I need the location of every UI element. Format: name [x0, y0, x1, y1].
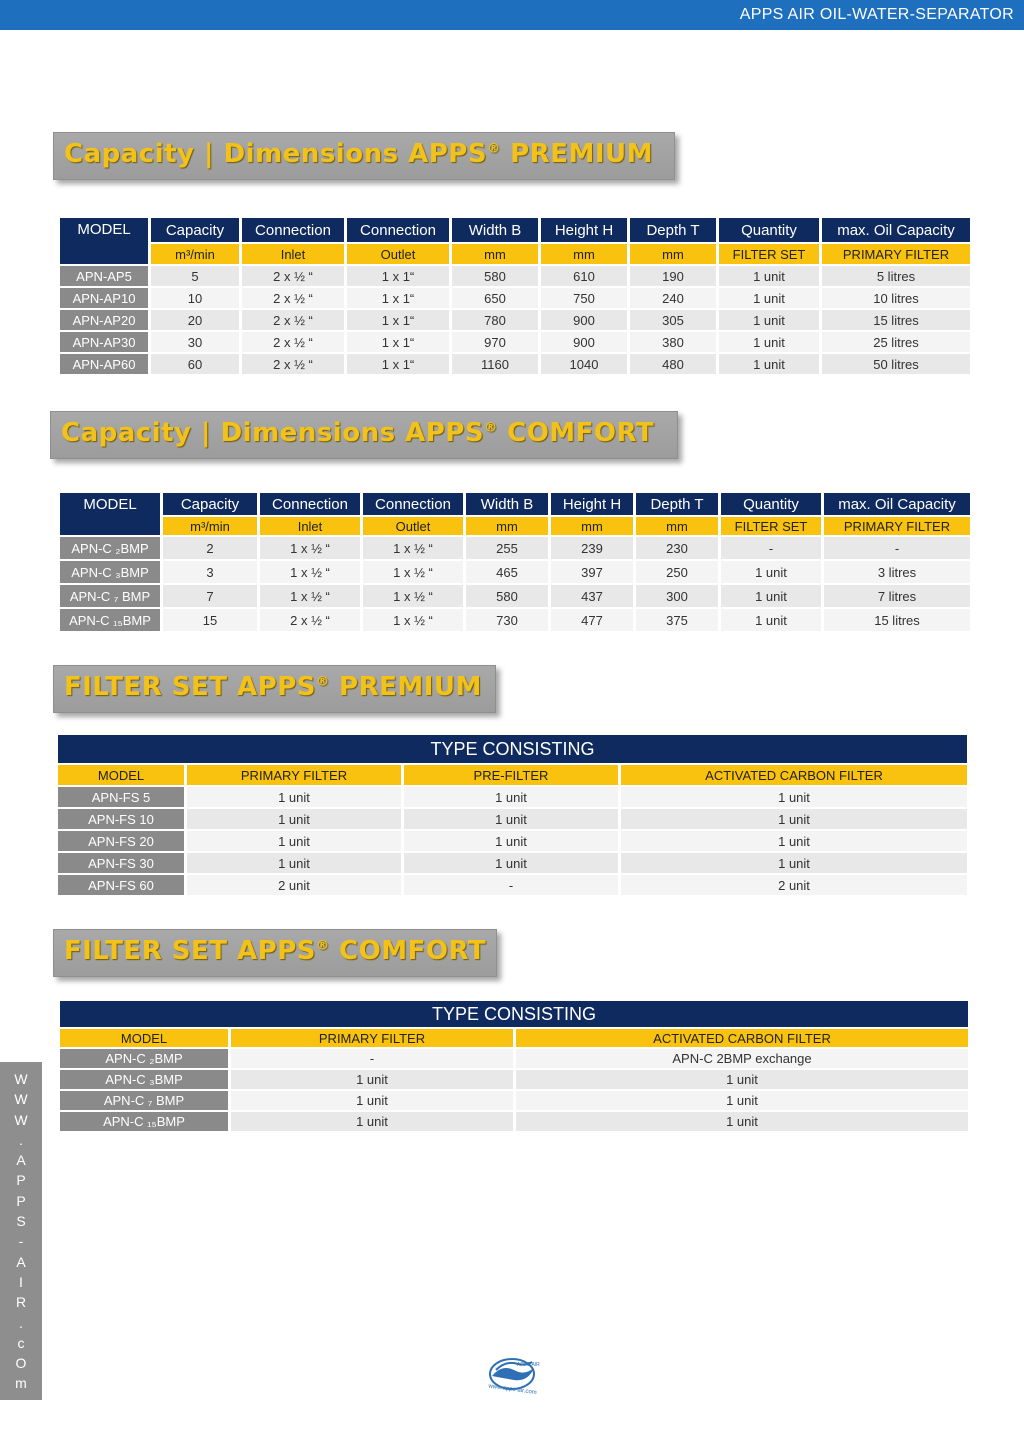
table-cell: 780 — [452, 310, 538, 330]
header-cell: PRE-FILTER — [404, 765, 618, 785]
registered-mark: ® — [484, 420, 498, 436]
header-cell: Quantity — [719, 218, 819, 242]
table-cell: 1 unit — [187, 831, 401, 851]
sidebar-char: P — [16, 1172, 26, 1189]
header-cell: MODEL — [60, 1029, 228, 1047]
table-cell: 1 unit — [719, 288, 819, 308]
table-cell: 380 — [630, 332, 716, 352]
header-cell: Connection — [242, 218, 344, 242]
table-cell: 900 — [541, 310, 627, 330]
sidebar-char: W — [14, 1071, 28, 1087]
table-cell: 1 unit — [404, 787, 618, 807]
table-row — [58, 809, 967, 829]
table-cell: 1 x 1“ — [347, 354, 449, 374]
model-cell: APN-AP30 — [60, 332, 148, 352]
header-cell: Depth T — [630, 218, 716, 242]
table-cell: 15 litres — [822, 310, 970, 330]
premium-dimensions-table — [57, 216, 973, 376]
table-row — [60, 1091, 968, 1110]
table-cell: 3 — [163, 561, 257, 583]
unit-cell: Inlet — [242, 244, 344, 264]
table-row — [58, 831, 967, 851]
model-cell: APN-C ₇ BMP — [60, 585, 160, 607]
table-cell: 240 — [630, 288, 716, 308]
table-cell: 7 litres — [824, 585, 970, 607]
table-cell: 190 — [630, 266, 716, 286]
table-row — [60, 288, 970, 308]
table-cell: 1 unit — [721, 561, 821, 583]
model-cell: APN-AP60 — [60, 354, 148, 374]
header-cell: Width B — [452, 218, 538, 242]
model-cell: APN-C ₁₅BMP — [60, 1112, 228, 1131]
table-top-header-row — [58, 735, 967, 763]
table-cell: 1040 — [541, 354, 627, 374]
table-cell: 1 unit — [721, 609, 821, 631]
unit-cell: PRIMARY FILTER — [822, 244, 970, 264]
sidebar-char: . — [19, 1314, 23, 1331]
unit-cell: FILTER SET — [721, 517, 821, 535]
header-cell: Connection — [260, 493, 360, 515]
filter-set-comfort-table — [57, 999, 971, 1133]
sidebar-char: P — [16, 1192, 26, 1209]
unit-cell: mm — [452, 244, 538, 264]
sidebar-char: O — [15, 1355, 27, 1372]
table-cell: - — [404, 875, 618, 895]
unit-cell: mm — [636, 517, 718, 535]
model-cell: APN-FS 60 — [58, 875, 184, 895]
table-cell: 1 unit — [719, 354, 819, 374]
table-cell: 230 — [636, 537, 718, 559]
table-cell: 255 — [466, 537, 548, 559]
filter-set-premium-table — [55, 733, 970, 897]
registered-mark: ® — [487, 141, 501, 157]
table-cell: 1 unit — [231, 1070, 513, 1089]
unit-cell: mm — [551, 517, 633, 535]
table-cell: 1 x ½ “ — [363, 537, 463, 559]
table-cell: 580 — [452, 266, 538, 286]
table-cell: 10 litres — [822, 288, 970, 308]
header-cell: MODEL — [58, 765, 184, 785]
model-cell: APN-C ₃BMP — [60, 1070, 228, 1089]
table-cell: 1 unit — [516, 1112, 968, 1131]
table-cell: 1 unit — [404, 809, 618, 829]
model-cell: APN-C ₂BMP — [60, 1049, 228, 1068]
table-cell: 1 x ½ “ — [363, 609, 463, 631]
header-cell: max. Oil Capacity — [824, 493, 970, 515]
table-cell: 1 x 1“ — [347, 288, 449, 308]
sidebar-char: W — [14, 1111, 28, 1128]
table-row — [60, 561, 970, 583]
table-cell: - — [824, 537, 970, 559]
table-row — [60, 1049, 968, 1068]
section-title-text: FILTER SET APPS — [64, 936, 316, 966]
table-top-header-row — [60, 1001, 968, 1027]
table-row — [58, 787, 967, 807]
table-cell: 1 x ½ “ — [260, 537, 360, 559]
table-cell: 15 litres — [824, 609, 970, 631]
table-cell: 1 unit — [404, 853, 618, 873]
header-cell: ACTIVATED CARBON FILTER — [621, 765, 967, 785]
table-cell: 375 — [636, 609, 718, 631]
table-row — [60, 332, 970, 352]
header-cell: Connection — [363, 493, 463, 515]
header-cell: Width B — [466, 493, 548, 515]
unit-cell: mm — [466, 517, 548, 535]
section-title-filter-comfort — [53, 929, 497, 977]
registered-mark: ® — [316, 938, 330, 954]
table-cell: 1 unit — [516, 1091, 968, 1110]
table-cell: 1 x 1“ — [347, 266, 449, 286]
table-cell: 2 unit — [187, 875, 401, 895]
table-cell: 2 x ½ “ — [242, 354, 344, 374]
table-cell: 1 x ½ “ — [363, 561, 463, 583]
table-cell: 2 x ½ “ — [260, 609, 360, 631]
unit-cell: PRIMARY FILTER — [824, 517, 970, 535]
unit-cell: Inlet — [260, 517, 360, 535]
document-title: APPS AIR OIL-WATER-SEPARATOR — [739, 6, 1014, 23]
table-cell: 1 unit — [231, 1091, 513, 1110]
header-cell: Height H — [551, 493, 633, 515]
section-title-text: Capacity | Dimensions APPS — [61, 418, 485, 448]
table-cell: 30 — [151, 332, 239, 352]
model-cell: APN-C ₃BMP — [60, 561, 160, 583]
unit-cell: FILTER SET — [719, 244, 819, 264]
apps-air-logo — [484, 1354, 544, 1396]
unit-cell: mm — [630, 244, 716, 264]
table-cell: 7 — [163, 585, 257, 607]
unit-cell: m³/min — [151, 244, 239, 264]
table-cell: 1 unit — [719, 310, 819, 330]
registered-mark: ® — [316, 674, 330, 690]
section-title-premium-dimensions — [53, 132, 675, 180]
table-row — [60, 266, 970, 286]
table-cell: 1 x 1“ — [347, 332, 449, 352]
top-banner — [0, 0, 1024, 30]
header-cell: max. Oil Capacity — [822, 218, 970, 242]
table-cell: 650 — [452, 288, 538, 308]
header-cell: Capacity — [163, 493, 257, 515]
sidebar-char: A — [16, 1253, 26, 1270]
table-cell: 1 unit — [187, 809, 401, 829]
table-cell: 1 x ½ “ — [260, 585, 360, 607]
sidebar-char: W — [14, 1091, 28, 1108]
table-cell: 3 litres — [824, 561, 970, 583]
sidebar-char: c — [17, 1334, 25, 1351]
table-header-row — [60, 1029, 968, 1047]
section-title-tail: COMFORT — [497, 418, 655, 448]
model-cell: APN-C ₂BMP — [60, 537, 160, 559]
table-header-row — [60, 218, 970, 242]
table-cell: 5 — [151, 266, 239, 286]
table-header-row — [58, 765, 967, 785]
table-cell: 2 x ½ “ — [242, 310, 344, 330]
table-cell: - — [721, 537, 821, 559]
logo-url: www.apps-air.com — [487, 1383, 538, 1396]
table-cell: 2 unit — [621, 875, 967, 895]
table-cell: 1 x ½ “ — [260, 561, 360, 583]
table-cell: 1 unit — [231, 1112, 513, 1131]
table-row — [60, 310, 970, 330]
table-cell: 610 — [541, 266, 627, 286]
table-cell: 477 — [551, 609, 633, 631]
table-row — [58, 853, 967, 873]
unit-cell: mm — [541, 244, 627, 264]
model-cell: APN-AP5 — [60, 266, 148, 286]
table-cell: 239 — [551, 537, 633, 559]
model-cell: APN-FS 30 — [58, 853, 184, 873]
table-cell: 397 — [551, 561, 633, 583]
logo-text: APPS AIR — [517, 1362, 540, 1368]
table-cell: 1 unit — [404, 831, 618, 851]
unit-cell: m³/min — [163, 517, 257, 535]
table-cell: 1160 — [452, 354, 538, 374]
type-consisting-header: TYPE CONSISTING — [58, 735, 967, 763]
table-cell: 1 x 1“ — [347, 310, 449, 330]
table-cell: 1 unit — [721, 585, 821, 607]
table-cell: - — [231, 1049, 513, 1068]
table-cell: 60 — [151, 354, 239, 374]
table-row — [60, 537, 970, 559]
table-row — [60, 585, 970, 607]
table-cell: 465 — [466, 561, 548, 583]
table-cell: 1 unit — [187, 787, 401, 807]
header-cell: PRIMARY FILTER — [187, 765, 401, 785]
table-cell: 305 — [630, 310, 716, 330]
table-cell: 50 litres — [822, 354, 970, 374]
table-cell: 2 x ½ “ — [242, 332, 344, 352]
table-unit-row — [60, 244, 970, 264]
table-cell: 970 — [452, 332, 538, 352]
table-cell: 480 — [630, 354, 716, 374]
unit-cell: Outlet — [347, 244, 449, 264]
header-cell: MODEL — [60, 493, 160, 535]
sidebar-char: m — [15, 1375, 27, 1392]
table-cell: 1 unit — [621, 787, 967, 807]
table-row — [60, 1070, 968, 1089]
sidebar-char: - — [18, 1233, 24, 1250]
table-cell: 1 unit — [516, 1070, 968, 1089]
header-cell: Depth T — [636, 493, 718, 515]
table-cell: 2 — [163, 537, 257, 559]
table-row — [60, 354, 970, 374]
wave-logo-icon — [484, 1354, 544, 1396]
table-cell: 1 unit — [719, 266, 819, 286]
table-cell: 900 — [541, 332, 627, 352]
section-title-text: Capacity | Dimensions APPS — [64, 139, 488, 169]
table-cell: 250 — [636, 561, 718, 583]
table-cell: 1 x ½ “ — [363, 585, 463, 607]
table-cell: 750 — [541, 288, 627, 308]
section-title-text: FILTER SET APPS — [64, 672, 316, 702]
table-cell: 25 litres — [822, 332, 970, 352]
table-cell: 15 — [163, 609, 257, 631]
model-cell: APN-C ₇ BMP — [60, 1091, 228, 1110]
header-cell: PRIMARY FILTER — [231, 1029, 513, 1047]
table-cell: 10 — [151, 288, 239, 308]
table-cell: APN-C 2BMP exchange — [516, 1049, 968, 1068]
table-cell: 1 unit — [621, 809, 967, 829]
model-cell: APN-FS 10 — [58, 809, 184, 829]
table-header-row — [60, 493, 970, 515]
section-title-tail: PREMIUM — [500, 139, 653, 169]
unit-cell: Outlet — [363, 517, 463, 535]
table-cell: 300 — [636, 585, 718, 607]
table-cell: 1 unit — [187, 853, 401, 873]
table-cell: 580 — [466, 585, 548, 607]
header-cell: ACTIVATED CARBON FILTER — [516, 1029, 968, 1047]
table-cell: 2 x ½ “ — [242, 288, 344, 308]
sidebar-char: S — [16, 1213, 26, 1230]
model-cell: APN-AP20 — [60, 310, 148, 330]
table-cell: 730 — [466, 609, 548, 631]
model-cell: APN-AP10 — [60, 288, 148, 308]
comfort-dimensions-table — [57, 491, 973, 633]
table-cell: 1 unit — [621, 831, 967, 851]
table-unit-row — [60, 517, 970, 535]
section-title-filter-premium — [53, 665, 496, 713]
table-cell: 1 unit — [719, 332, 819, 352]
table-cell: 2 x ½ “ — [242, 266, 344, 286]
section-title-tail: PREMIUM — [329, 672, 482, 702]
header-cell: Connection — [347, 218, 449, 242]
table-row — [60, 609, 970, 631]
table-row — [60, 1112, 968, 1131]
sidebar-char: R — [15, 1294, 27, 1311]
model-cell: APN-FS 5 — [58, 787, 184, 807]
header-cell: MODEL — [60, 218, 148, 264]
website-sidebar — [0, 1062, 42, 1400]
header-cell: Quantity — [721, 493, 821, 515]
sidebar-char: . — [19, 1131, 23, 1148]
table-row — [58, 875, 967, 895]
table-cell: 1 unit — [621, 853, 967, 873]
sidebar-char: I — [19, 1273, 23, 1290]
section-title-tail: COMFORT — [329, 936, 487, 966]
model-cell: APN-C ₁₅BMP — [60, 609, 160, 631]
type-consisting-header: TYPE CONSISTING — [60, 1001, 968, 1027]
section-title-comfort-dimensions — [50, 411, 678, 459]
sidebar-char: A — [16, 1152, 26, 1169]
model-cell: APN-FS 20 — [58, 831, 184, 851]
table-cell: 437 — [551, 585, 633, 607]
table-cell: 5 litres — [822, 266, 970, 286]
header-cell: Height H — [541, 218, 627, 242]
header-cell: Capacity — [151, 218, 239, 242]
table-cell: 20 — [151, 310, 239, 330]
